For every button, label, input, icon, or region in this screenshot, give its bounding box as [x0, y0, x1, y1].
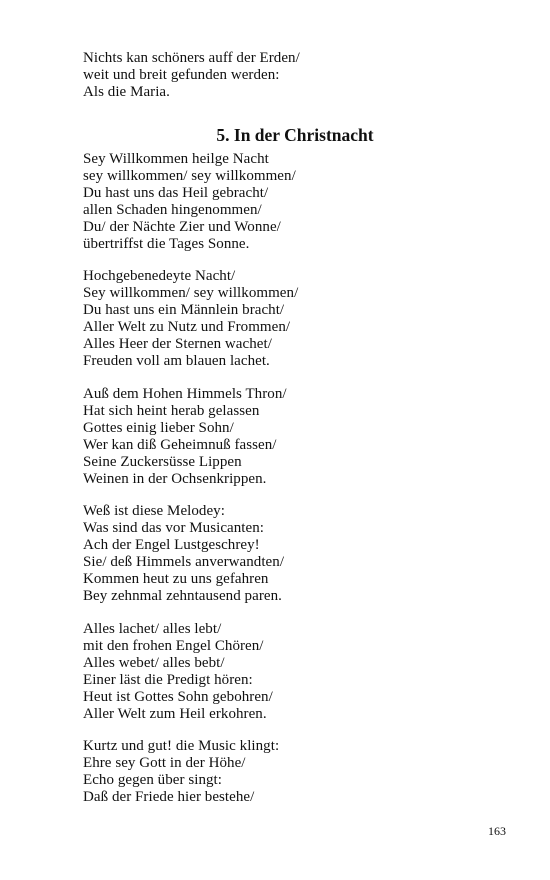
verse-line: Sey willkommen/ sey willkommen/: [83, 284, 299, 301]
verse-line: mit den frohen Engel Chören/: [83, 637, 264, 654]
verse-line: allen Schaden hingenommen/: [83, 201, 262, 218]
verse-line: Weinen in der Ochsenkrippen.: [83, 470, 267, 487]
verse-line: Sie/ deß Himmels anverwandten/: [83, 553, 285, 570]
intro-stanza: [83, 50, 523, 101]
verse-line: Gottes einig lieber Sohn/: [83, 419, 234, 436]
verse-line: Alles Heer der Sternen wachet/: [83, 335, 272, 352]
verse-line: sey willkommen/ sey willkommen/: [83, 167, 296, 184]
verse-line: Einer läst die Predigt hören:: [83, 671, 253, 688]
verse-line: Alles webet/ alles bebt/: [83, 654, 225, 671]
verse-line: Ehre sey Gott in der Höhe/: [83, 754, 246, 771]
verse-line: Echo gegen über singt:: [83, 771, 222, 788]
verse-line: Wer kan diß Geheimnuß fassen/: [83, 436, 277, 453]
verse-line: Weß ist diese Melodey:: [83, 503, 225, 519]
verse-line: Was sind das vor Musicanten:: [83, 519, 264, 536]
verse-line: Nichts kan schöners auff der Erden/: [83, 50, 300, 66]
verse-line: Du/ der Nächte Zier und Wonne/: [83, 218, 281, 235]
verse-line: Als die Maria.: [83, 83, 170, 100]
verse-line: Alles lachet/ alles lebt/: [83, 621, 222, 637]
verse-line: Auß dem Hohen Himmels Thron/: [83, 386, 287, 402]
verse-line: Kommen heut zu uns gefahren: [83, 570, 269, 587]
verse-line: Du hast uns das Heil gebracht/: [83, 184, 269, 201]
stanza-1: [83, 151, 523, 252]
verse-line: Seine Zuckersüsse Lippen: [83, 453, 242, 470]
verse-line: Hochgebenedeyte Nacht/: [83, 268, 236, 284]
stanza-6: [83, 738, 523, 806]
verse-line: Ach der Engel Lustgeschrey!: [83, 536, 260, 553]
verse-line: Kurtz und gut! die Music klingt:: [83, 738, 280, 754]
page-number: 163: [488, 824, 506, 838]
verse-line: Daß der Friede hier bestehe/: [83, 788, 255, 805]
verse-line: Bey zehnmal zehntausend paren.: [83, 587, 282, 604]
verse-line: Aller Welt zu Nutz und Frommen/: [83, 318, 291, 335]
section-title: 5. In der Christnacht: [216, 125, 374, 145]
verse-line: Freuden voll am blauen lachet.: [83, 352, 270, 369]
verse-line: Du hast uns ein Männlein bracht/: [83, 301, 285, 318]
verse-line: Sey Willkommen heilge Nacht: [83, 151, 269, 167]
stanza-2: [83, 268, 523, 369]
stanza-3: [83, 386, 523, 487]
verse-line: übertriffst die Tages Sonne.: [83, 235, 250, 252]
stanza-5: [83, 621, 523, 722]
stanza-4: [83, 503, 523, 604]
verse-line: Hat sich heint herab gelassen: [83, 402, 260, 419]
verse-line: Heut ist Gottes Sohn gebohren/: [83, 688, 273, 705]
verse-line: weit und breit gefunden werden:: [83, 66, 280, 83]
verse-line: Aller Welt zum Heil erkohren.: [83, 705, 267, 722]
